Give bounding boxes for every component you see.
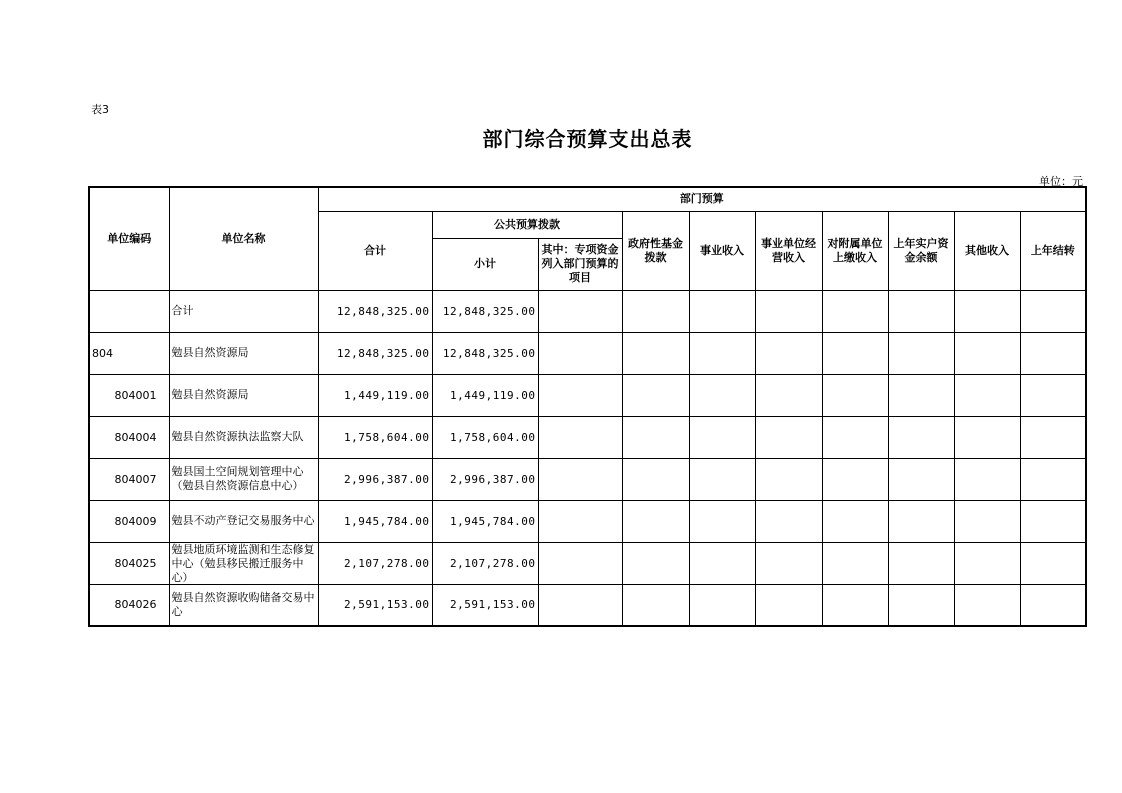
table-row (89, 332, 1086, 374)
empty-cell (954, 290, 1020, 332)
empty-cell (888, 332, 954, 374)
total-cell: 12,848,325.00 (318, 290, 432, 332)
subtotal-cell: 12,848,325.00 (432, 332, 538, 374)
empty-cell (622, 374, 689, 416)
unit-code-cell: 804004 (89, 416, 169, 458)
empty-cell (689, 290, 755, 332)
unit-name-text: 勉县地质环境监测和生态修复中心（勉县移民搬迁服务中心） (171, 543, 315, 583)
total-cell: 12,848,325.00 (318, 332, 432, 374)
empty-cell (888, 458, 954, 500)
unit-name-cell (169, 332, 318, 374)
empty-cell (1020, 458, 1086, 500)
unit-code-cell (89, 290, 169, 332)
col-header-subordinate-payment: 对附属单位上缴收入 (822, 211, 888, 290)
empty-cell (755, 458, 822, 500)
col-header-prior-balance: 上年实户资金余额 (888, 211, 954, 290)
subtotal-cell: 1,758,604.00 (432, 416, 538, 458)
table-row (89, 584, 1086, 626)
empty-cell (538, 584, 622, 626)
empty-cell (755, 542, 822, 584)
empty-cell (888, 290, 954, 332)
empty-cell (622, 542, 689, 584)
empty-cell (888, 500, 954, 542)
total-cell: 2,996,387.00 (318, 458, 432, 500)
unit-name-text: 勉县国土空间规划管理中心（勉县自然资源信息中心） (171, 465, 304, 492)
empty-cell (538, 500, 622, 542)
total-cell: 2,107,278.00 (318, 542, 432, 584)
table-number: 表3 (91, 103, 109, 116)
empty-cell (822, 584, 888, 626)
empty-cell (538, 374, 622, 416)
subtotal-cell: 2,591,153.00 (432, 584, 538, 626)
empty-cell (822, 416, 888, 458)
table-row (89, 458, 1086, 500)
empty-cell (622, 584, 689, 626)
unit-name-text: 勉县不动产登记交易服务中心 (171, 514, 315, 527)
empty-cell (755, 584, 822, 626)
table-row (89, 374, 1086, 416)
unit-code-cell: 804 (89, 332, 169, 374)
empty-cell (689, 416, 755, 458)
col-header-unit-name: 单位名称 (169, 187, 318, 290)
col-header-gov-fund: 政府性基金拨款 (622, 211, 689, 290)
empty-cell (538, 416, 622, 458)
col-header-unit-code: 单位编码 (89, 187, 169, 290)
unit-code-cell: 804009 (89, 500, 169, 542)
empty-cell (822, 374, 888, 416)
empty-cell (538, 458, 622, 500)
empty-cell (954, 332, 1020, 374)
empty-cell (622, 458, 689, 500)
col-header-other-income: 其他收入 (954, 211, 1020, 290)
empty-cell (888, 542, 954, 584)
empty-cell (888, 416, 954, 458)
empty-cell (1020, 416, 1086, 458)
empty-cell (622, 416, 689, 458)
col-header-dept-budget: 部门预算 (318, 187, 1086, 211)
unit-name-cell (169, 374, 318, 416)
empty-cell (888, 584, 954, 626)
empty-cell (954, 458, 1020, 500)
unit-name-cell (169, 416, 318, 458)
empty-cell (755, 332, 822, 374)
table-row (89, 500, 1086, 542)
subtotal-cell: 1,449,119.00 (432, 374, 538, 416)
unit-name-text: 勉县自然资源执法监察大队 (171, 430, 304, 443)
empty-cell (689, 374, 755, 416)
empty-cell (622, 500, 689, 542)
subtotal-cell: 1,945,784.00 (432, 500, 538, 542)
col-header-subtotal: 小计 (432, 238, 538, 290)
subtotal-cell: 2,107,278.00 (432, 542, 538, 584)
empty-cell (888, 374, 954, 416)
empty-cell (538, 542, 622, 584)
total-cell: 2,591,153.00 (318, 584, 432, 626)
unit-name-cell (169, 500, 318, 542)
col-header-business-income: 事业收入 (689, 211, 755, 290)
page-title: 部门综合预算支出总表 (482, 127, 693, 151)
subtotal-cell: 12,848,325.00 (432, 290, 538, 332)
empty-cell (622, 332, 689, 374)
empty-cell (1020, 374, 1086, 416)
empty-cell (822, 332, 888, 374)
empty-cell (1020, 332, 1086, 374)
budget-table (88, 186, 1087, 627)
table-row (89, 542, 1086, 584)
empty-cell (538, 332, 622, 374)
empty-cell (954, 500, 1020, 542)
empty-cell (954, 374, 1020, 416)
total-cell: 1,945,784.00 (318, 500, 432, 542)
unit-code-cell: 804001 (89, 374, 169, 416)
table-row (89, 416, 1086, 458)
empty-cell (822, 542, 888, 584)
empty-cell (822, 500, 888, 542)
empty-cell (822, 290, 888, 332)
empty-cell (822, 458, 888, 500)
empty-cell (755, 500, 822, 542)
unit-name-text: 勉县自然资源局 (171, 388, 249, 401)
empty-cell (755, 416, 822, 458)
empty-cell (954, 542, 1020, 584)
empty-cell (1020, 584, 1086, 626)
empty-cell (622, 290, 689, 332)
empty-cell (689, 500, 755, 542)
unit-code-cell: 804007 (89, 458, 169, 500)
unit-code-cell: 804026 (89, 584, 169, 626)
empty-cell (689, 584, 755, 626)
subtotal-cell: 2,996,387.00 (432, 458, 538, 500)
col-header-business-unit-income: 事业单位经营收入 (755, 211, 822, 290)
empty-cell (689, 332, 755, 374)
unit-name-cell (169, 542, 318, 584)
unit-name-cell (169, 584, 318, 626)
col-header-prior-carryover: 上年结转 (1020, 211, 1086, 290)
empty-cell (689, 458, 755, 500)
table-row (89, 290, 1086, 332)
unit-note: 单位：元 (1039, 175, 1083, 188)
unit-name-text: 勉县自然资源收购储备交易中心 (171, 590, 315, 618)
empty-cell (755, 290, 822, 332)
empty-cell (954, 584, 1020, 626)
empty-cell (1020, 290, 1086, 332)
empty-cell (954, 416, 1020, 458)
unit-name-cell (169, 290, 318, 332)
total-cell: 1,449,119.00 (318, 374, 432, 416)
total-cell: 1,758,604.00 (318, 416, 432, 458)
empty-cell (1020, 542, 1086, 584)
empty-cell (538, 290, 622, 332)
col-header-special-funds: 其中：专项资金列入部门预算的项目 (538, 238, 622, 290)
unit-code-cell: 804025 (89, 542, 169, 584)
unit-name-text: 勉县自然资源局 (171, 346, 249, 359)
col-header-total: 合计 (318, 211, 432, 290)
empty-cell (755, 374, 822, 416)
unit-name-cell (169, 458, 318, 500)
unit-name-text: 合计 (171, 304, 194, 317)
empty-cell (689, 542, 755, 584)
empty-cell (1020, 500, 1086, 542)
col-header-public-budget: 公共预算拨款 (432, 211, 622, 238)
